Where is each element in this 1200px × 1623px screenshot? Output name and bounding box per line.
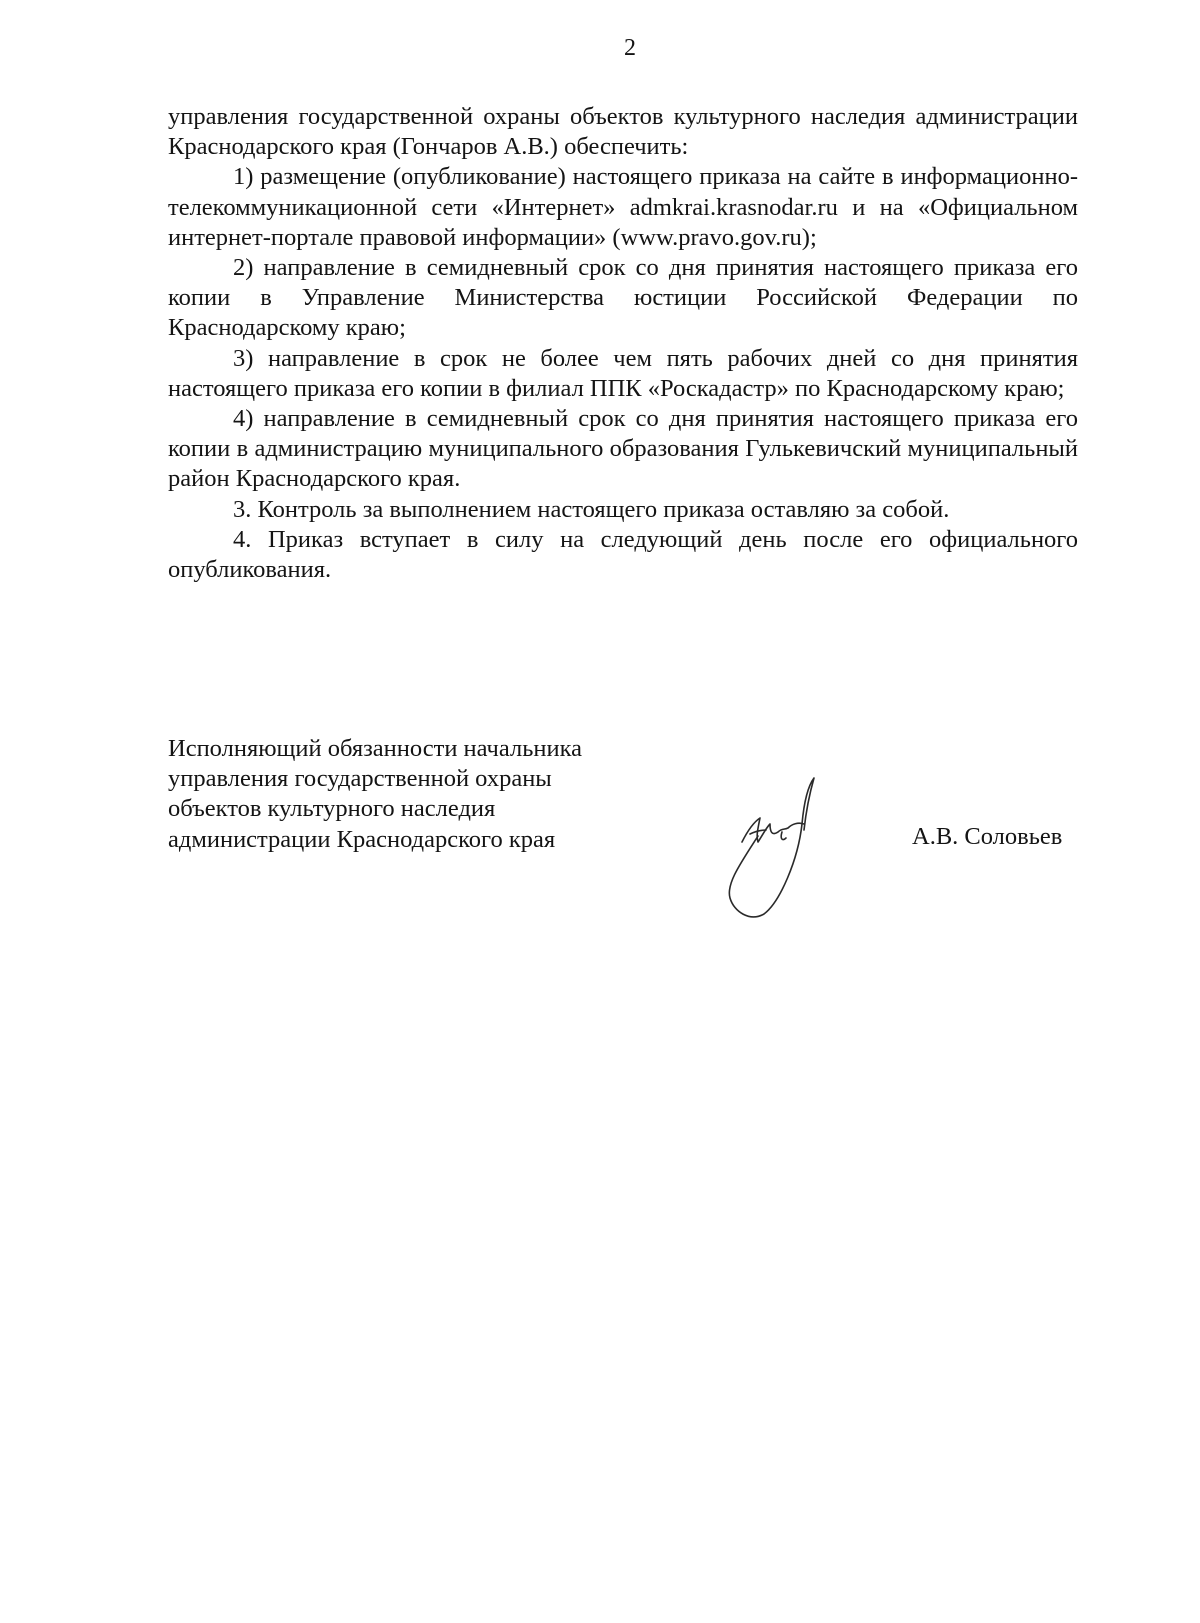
paragraph-clause-4: 4. Приказ вступает в силу на следующий день после его официального опубликования. [168, 525, 1078, 584]
paragraph-item-4: 4) направление в семидневный срок со дня принятия настоящего приказа его копии в администрацию муниципального образования Гулькевичский муниципальный район Краснодарского края. [168, 405, 1078, 493]
page-number: 2 [624, 35, 636, 61]
position-line: объектов культурного наследия [168, 795, 496, 823]
position-line: управления государственной охраны [168, 765, 552, 793]
paragraph-clause-3: 3. Контроль за выполнением настоящего приказа оставляю за собой. [233, 495, 950, 523]
document-body [168, 102, 1078, 585]
paragraph-item-1: 1) размещение (опубликование) настоящего приказа на сайте в информационно-телекоммуникационной сети «Интернет» admkrai.krasnodar.ru и на «Официальном интернет-портале правовой информации» (www.pravo.gov.ru); [168, 163, 1078, 251]
signer-name: А.В. Соловьев [912, 823, 1063, 850]
paragraph-item-3: 3) направление в срок не более чем пять рабочих дней со дня принятия настоящего приказа его копии в филиал ППК «Роскадастр» по Краснодарскому краю; [168, 344, 1078, 402]
position-line: администрации Краснодарского края [168, 825, 556, 853]
signatory-position [168, 734, 688, 855]
paragraph-continuation: управления государственной охраны объектов культурного наследия администрации Краснодарского края (Гончаров А.В.) обеспечить: [168, 103, 1078, 161]
paragraph-item-2: 2) направление в семидневный срок со дня принятия настоящего приказа его копии в Управление Министерства юстиции Российской Федерации по Краснодарскому краю; [168, 254, 1078, 342]
position-line: Исполняющий обязанности начальника [168, 735, 582, 762]
handwritten-signature-icon [720, 772, 830, 922]
